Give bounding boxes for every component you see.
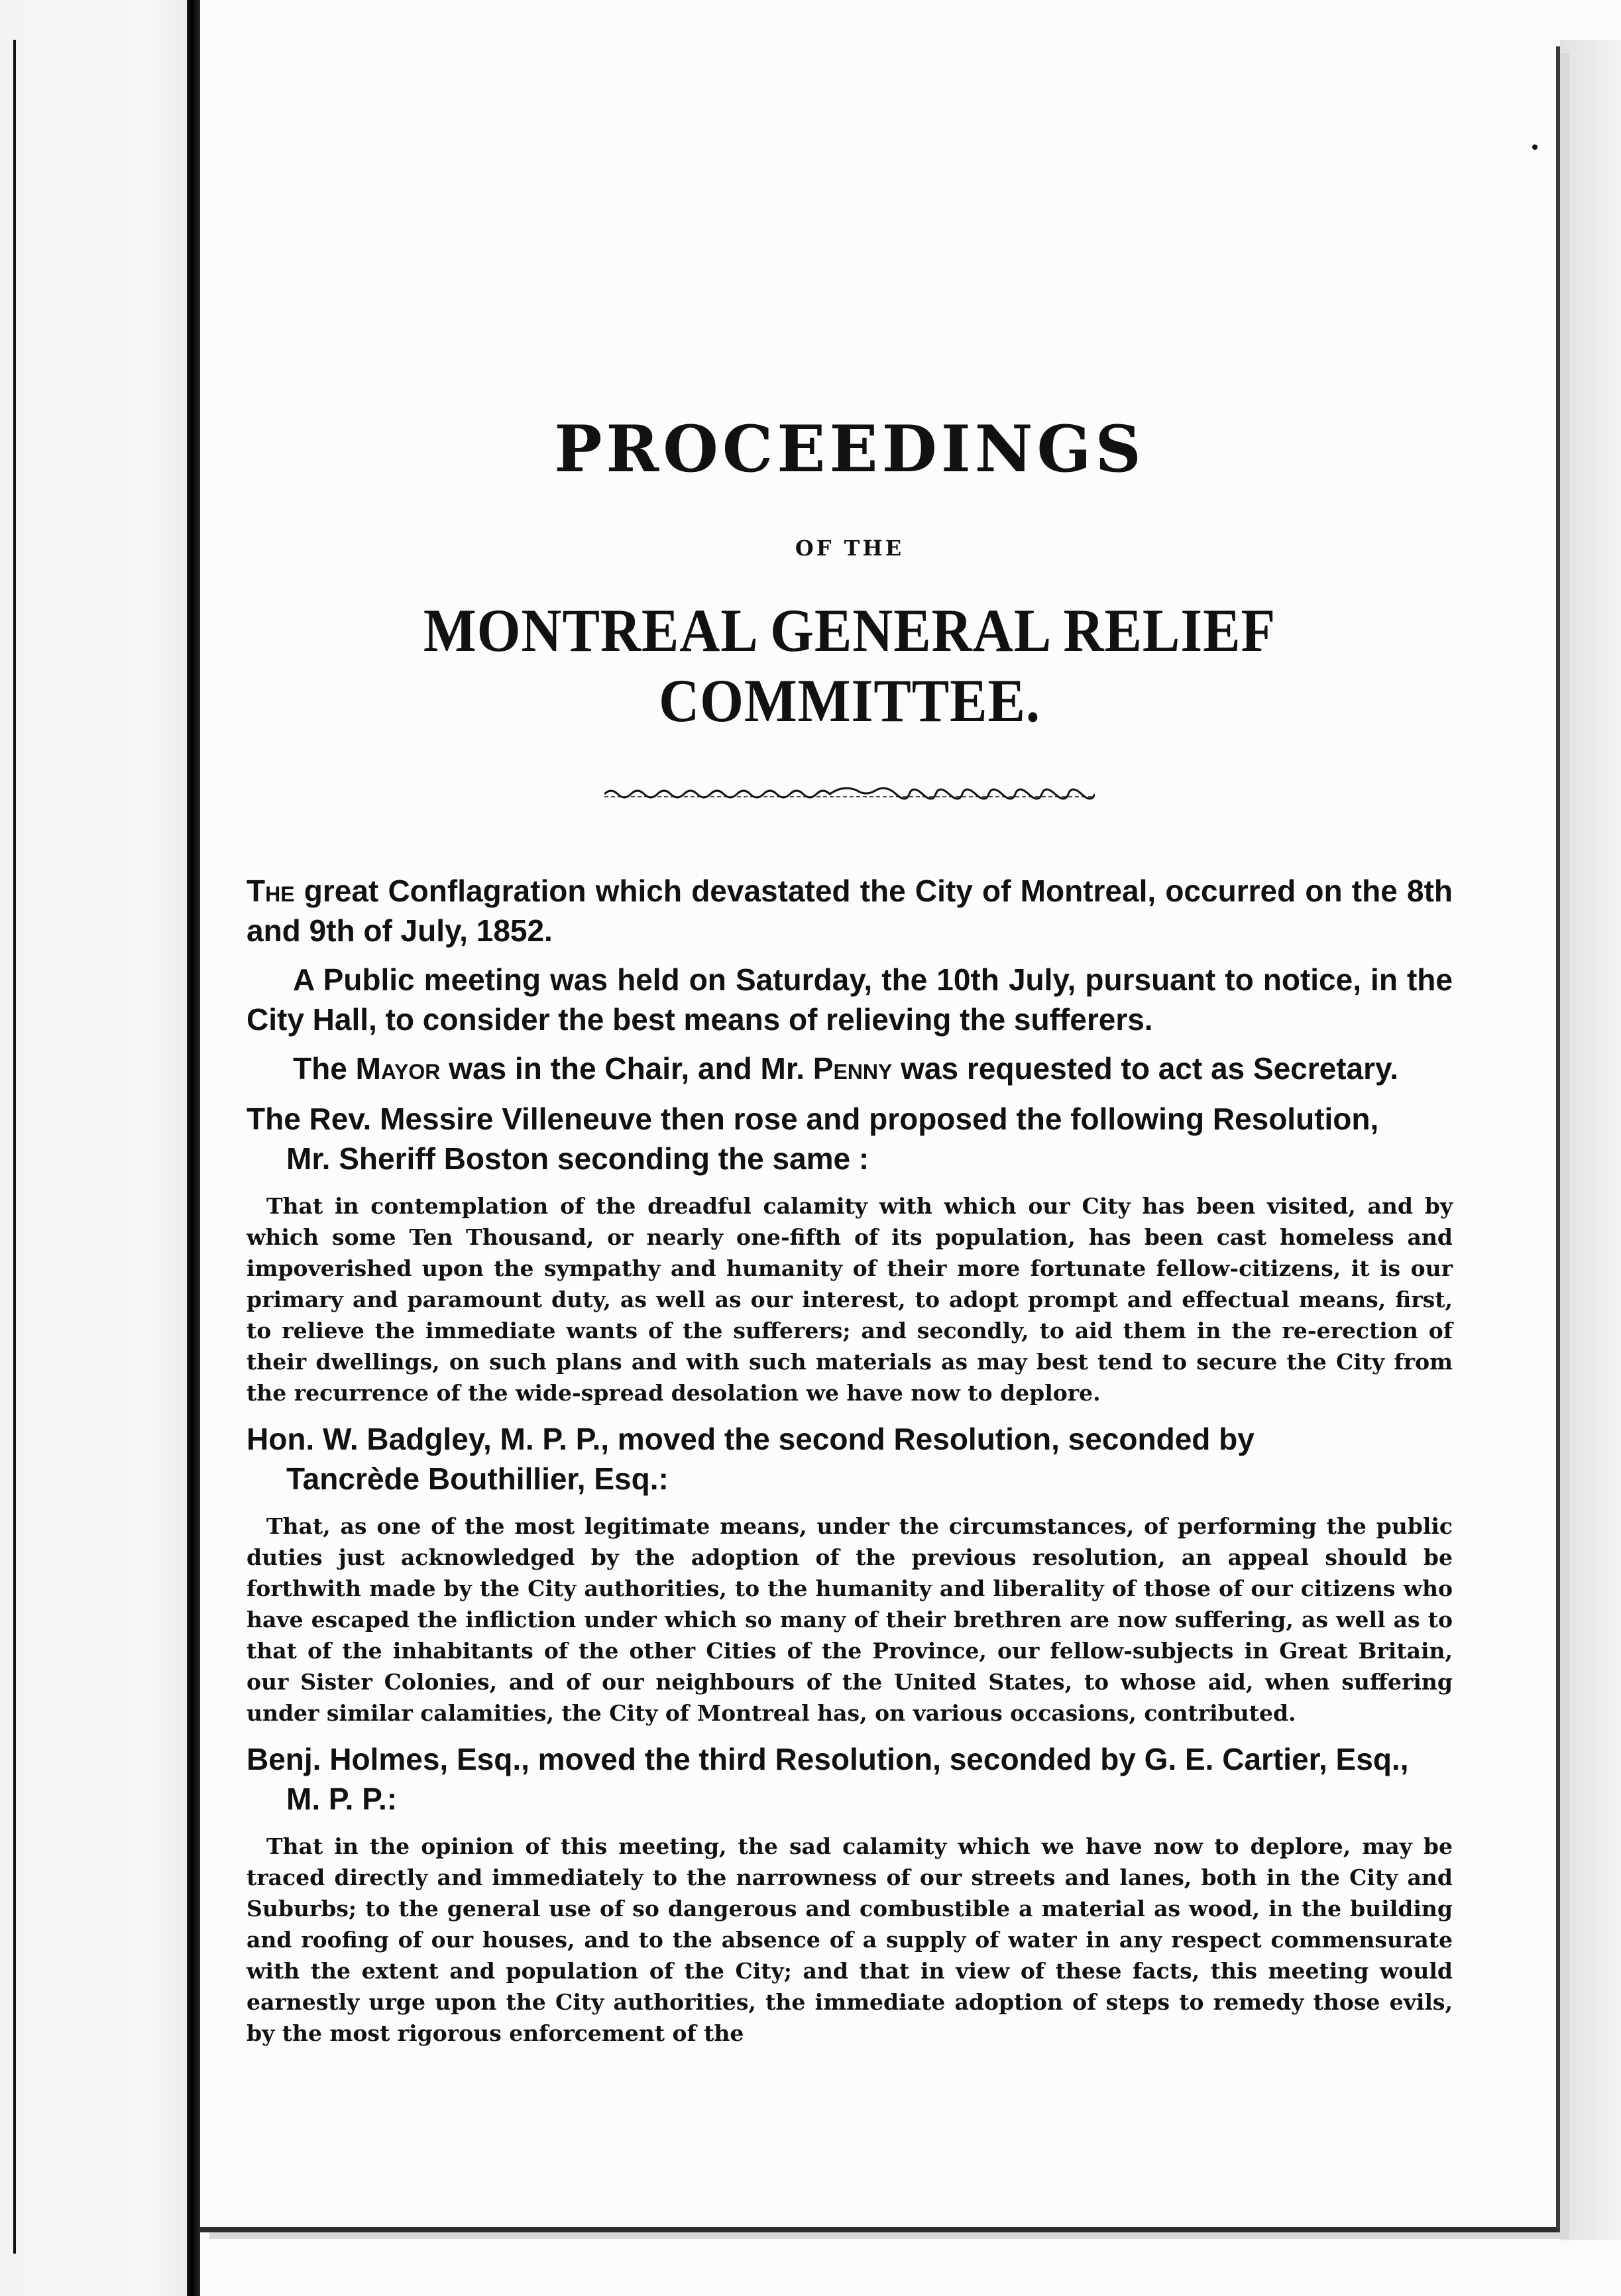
intro-lead-word: The	[247, 874, 295, 908]
mover-1-line-1: The Rev. Messire Villeneuve then rose and proposed the following Resolution,	[247, 1102, 1379, 1136]
mover-3-line-1: Benj. Holmes, Esq., moved the third Resolution, seconded by G. E. Cartier, Esq.,	[247, 1742, 1409, 1776]
mover-1	[247, 1099, 1453, 1178]
page-edge-right	[1560, 40, 1621, 2240]
binding-gutter	[187, 0, 200, 2296]
intro-text: great Conflagration which devastated the City of Montreal, occurred on the 8th and 9th of July, 1852.	[247, 874, 1453, 948]
chair-text-3: was requested to act as Secretary.	[892, 1051, 1398, 1086]
mayor-word: Mayor	[355, 1051, 441, 1086]
intro-paragraph	[247, 871, 1453, 950]
resolution-1: That in contemplation of the dreadful calamity with which our City has been visited, and by which some Ten Thousand, or nearly one-fifth of its population, has been cast homeless and impoverished upon the sympathy and humanity of their more fortunate fellow-citizens, it is our primary and paramount duty, as well as our interest, to adopt prompt and effectual means, first, to relieve the immediate wants of the sufferers; and secondly, to aid them in the re-erection of their dwellings, on such plans and with such materials as may best tend to secure the City from the recurrence of the wide-spread desolation we have now to deplore.	[247, 1193, 1453, 1406]
meeting-paragraph: A Public meeting was held on Saturday, the 10th July, pursuant to notice, in the City Hall, to consider the best means of relieving the sufferers.	[247, 962, 1453, 1037]
mover-2	[247, 1419, 1453, 1499]
previous-page-edge	[0, 0, 187, 2296]
resolution-3: That in the opinion of this meeting, the sad calamity which we have now to deplore, may be traced directly and immediately to the narrowness of our streets and lanes, both in the City and Suburbs; to the general use of so dangerous and combustible a material as wood, in the building and roofing of our houses, and to the absence of a supply of water in any respect commensurate with the extent and population of the City; and that in view of these facts, this meeting would earnestly urge upon the City authorities, the immediate adoption of steps to remedy those evils, by the most rigorous enforcement of the	[247, 1833, 1453, 2046]
mover-1-line-2: Mr. Sheriff Boston seconding the same :	[286, 1141, 869, 1176]
resolution-2: That, as one of the most legitimate means, under the circumstances, of performing the public duties just acknowledged by the adoption of the previous resolution, an appeal should be forthwith made by the City authorities, to the humanity and liberality of those of our citizens who have escaped the infliction under which so many of their brethren are now suffering, as well as to that of the inhabitants of the other Cities of the Province, our fellow-subjects in Great Britain, our Sister Colonies, and of our neighbours of the United States, to whose aid, when suffering under similar calamities, the City of Montreal has, on various occasions, contributed.	[247, 1513, 1453, 1726]
document-subtitle: OF THE	[795, 536, 905, 561]
document-title: PROCEEDINGS	[554, 412, 1145, 487]
committee-title: MONTREAL GENERAL RELIEF COMMITTEE.	[423, 597, 1276, 734]
chair-paragraph	[247, 1049, 1453, 1088]
mover-2-line-2: Tancrède Bouthillier, Esq.:	[286, 1462, 669, 1496]
mover-3-line-2: M. P. P.:	[286, 1782, 398, 1816]
penny-word: Penny	[812, 1051, 893, 1086]
chair-text-1: The	[293, 1051, 356, 1086]
mover-3	[247, 1739, 1453, 1819]
document-page	[200, 46, 1560, 2232]
decorative-rule	[604, 782, 1095, 802]
speck	[1532, 144, 1537, 150]
margin-rule	[13, 40, 16, 2254]
document-content	[247, 365, 1453, 2049]
chair-text-2: was in the Chair, and Mr.	[440, 1051, 813, 1086]
mover-2-line-1: Hon. W. Badgley, M. P. P., moved the second Resolution, seconded by	[247, 1422, 1255, 1456]
